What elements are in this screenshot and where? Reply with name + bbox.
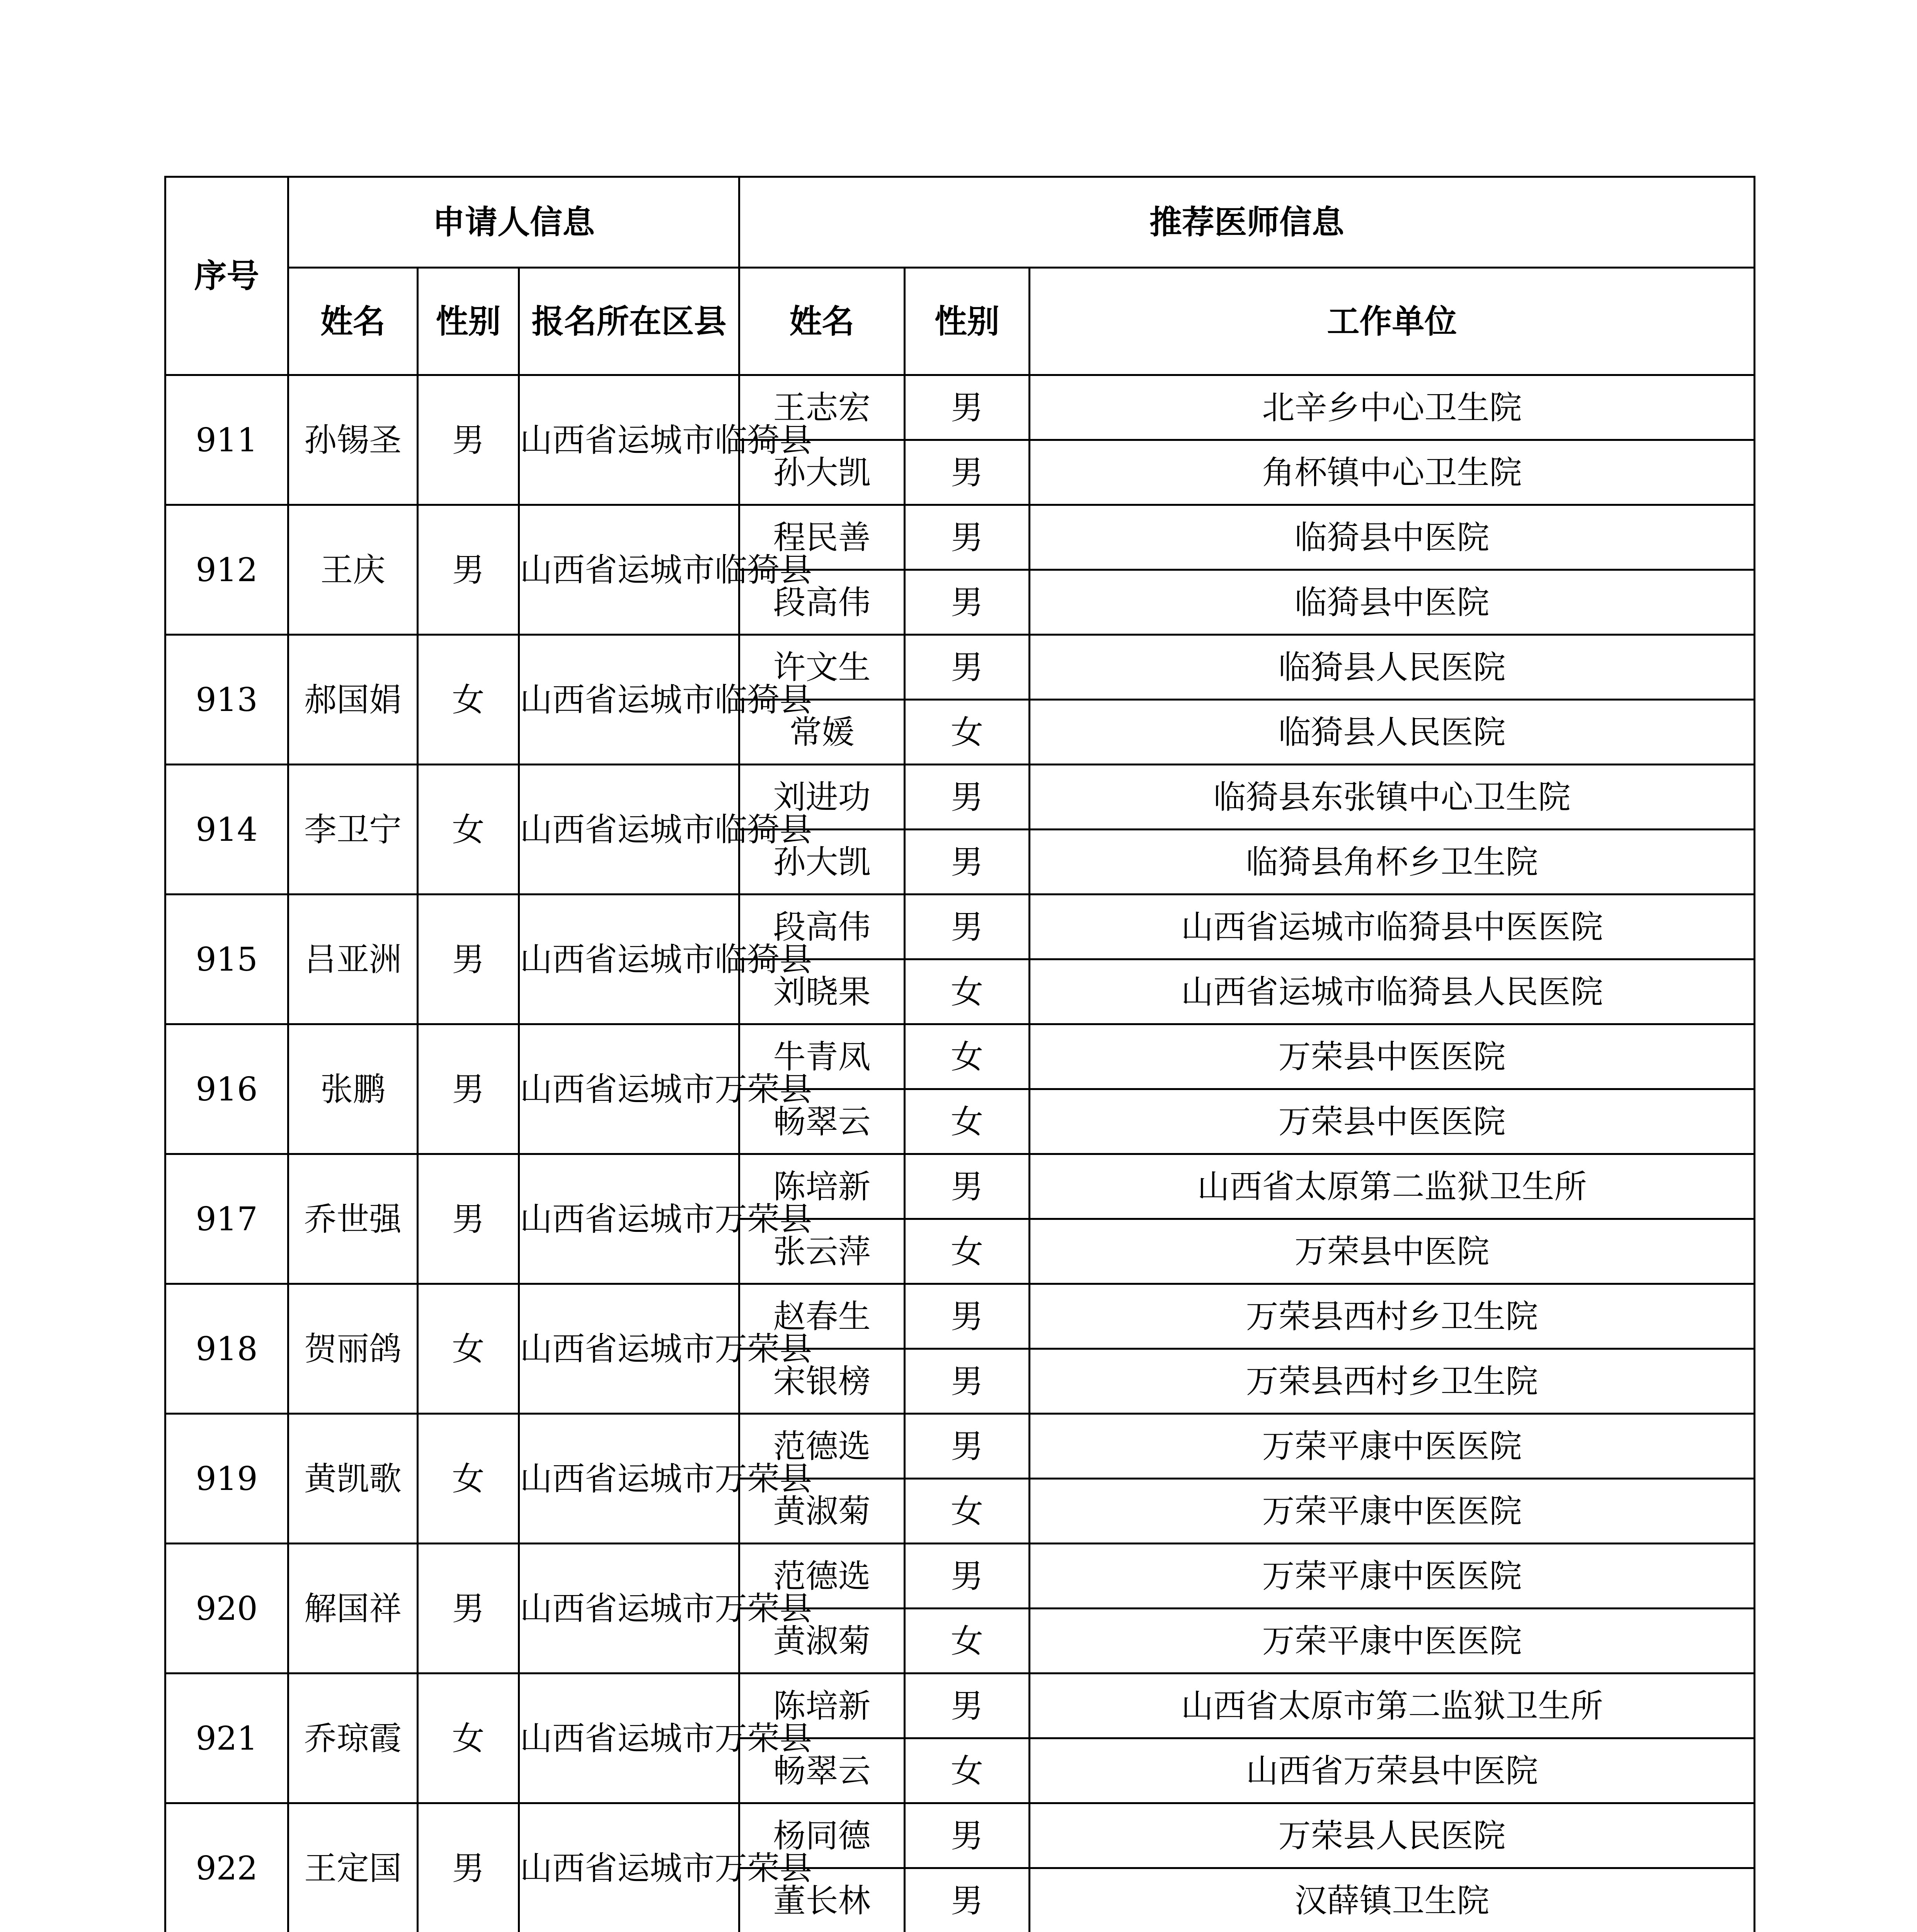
applicant-region: 山西省运城市临猗县 <box>519 765 739 895</box>
table-row <box>165 895 1755 959</box>
doctor-gender: 女 <box>905 1219 1030 1284</box>
applicant-gender: 男 <box>418 1544 519 1673</box>
doctor-name: 段高伟 <box>739 895 905 959</box>
doctor-gender: 男 <box>905 570 1030 635</box>
doctor-name: 孙大凯 <box>739 830 905 895</box>
doctor-name: 黄淑菊 <box>739 1479 905 1544</box>
applicant-region: 山西省运城市万荣县 <box>519 1154 739 1284</box>
doctor-name: 陈培新 <box>739 1673 905 1738</box>
record-seq: 912 <box>165 505 288 635</box>
applicant-gender: 女 <box>418 1673 519 1803</box>
table-row <box>165 1803 1755 1868</box>
doctor-gender: 男 <box>905 1868 1030 1932</box>
applicant-region: 山西省运城市万荣县 <box>519 1414 739 1544</box>
doctor-unit: 角杯镇中心卫生院 <box>1030 440 1755 505</box>
doctor-unit: 山西省万荣县中医院 <box>1030 1738 1755 1803</box>
applicant-gender: 女 <box>418 635 519 765</box>
doctor-name: 刘进功 <box>739 765 905 830</box>
header-doctor-name: 姓名 <box>739 268 905 375</box>
applicant-name: 吕亚洲 <box>288 895 418 1024</box>
doctor-unit: 北辛乡中心卫生院 <box>1030 375 1755 440</box>
applicant-region: 山西省运城市万荣县 <box>519 1024 739 1154</box>
doctor-unit: 临猗县中医院 <box>1030 505 1755 570</box>
record-seq: 916 <box>165 1024 288 1154</box>
header-doctor-group: 推荐医师信息 <box>739 177 1755 268</box>
doctor-name: 畅翠云 <box>739 1738 905 1803</box>
applicant-name: 乔世强 <box>288 1154 418 1284</box>
applicant-gender: 女 <box>418 765 519 895</box>
doctor-name: 陈培新 <box>739 1154 905 1219</box>
doctor-name: 张云萍 <box>739 1219 905 1284</box>
doctor-gender: 男 <box>905 1154 1030 1219</box>
applicant-name: 黄凯歌 <box>288 1414 418 1544</box>
doctor-unit: 山西省太原市第二监狱卫生所 <box>1030 1673 1755 1738</box>
record-seq: 918 <box>165 1284 288 1414</box>
record-seq: 911 <box>165 375 288 505</box>
applicant-gender: 男 <box>418 1024 519 1154</box>
record-seq: 921 <box>165 1673 288 1803</box>
doctor-gender: 男 <box>905 505 1030 570</box>
header-seq: 序号 <box>165 177 288 375</box>
doctor-unit: 临猗县角杯乡卫生院 <box>1030 830 1755 895</box>
table-row <box>165 1544 1755 1609</box>
applicant-name: 李卫宁 <box>288 765 418 895</box>
record-seq: 914 <box>165 765 288 895</box>
table-row <box>165 1414 1755 1479</box>
record-seq: 920 <box>165 1544 288 1673</box>
record-seq: 913 <box>165 635 288 765</box>
doctor-unit: 万荣县西村乡卫生院 <box>1030 1284 1755 1349</box>
doctor-unit: 万荣县西村乡卫生院 <box>1030 1349 1755 1414</box>
applicant-region: 山西省运城市万荣县 <box>519 1803 739 1932</box>
doctor-gender: 男 <box>905 1349 1030 1414</box>
doctor-name: 赵春生 <box>739 1284 905 1349</box>
table-row <box>165 375 1755 440</box>
applicant-gender: 男 <box>418 505 519 635</box>
doctor-gender: 女 <box>905 1024 1030 1089</box>
doctor-name: 孙大凯 <box>739 440 905 505</box>
table-row <box>165 1673 1755 1738</box>
doctor-name: 范德选 <box>739 1544 905 1609</box>
doctor-gender: 男 <box>905 1544 1030 1609</box>
doctor-gender: 女 <box>905 959 1030 1024</box>
doctor-name: 宋银榜 <box>739 1349 905 1414</box>
table-row <box>165 765 1755 830</box>
doctor-gender: 男 <box>905 765 1030 830</box>
applicant-region: 山西省运城市临猗县 <box>519 505 739 635</box>
doctor-unit: 万荣县中医医院 <box>1030 1024 1755 1089</box>
table-row <box>165 1024 1755 1089</box>
applicant-region: 山西省运城市临猗县 <box>519 895 739 1024</box>
doctor-unit: 万荣平康中医医院 <box>1030 1414 1755 1479</box>
applicant-name: 郝国娟 <box>288 635 418 765</box>
doctor-unit: 山西省运城市临猗县中医医院 <box>1030 895 1755 959</box>
record-seq: 917 <box>165 1154 288 1284</box>
doctor-gender: 男 <box>905 1284 1030 1349</box>
doctor-name: 段高伟 <box>739 570 905 635</box>
applicant-region: 山西省运城市万荣县 <box>519 1284 739 1414</box>
header-doctor-unit: 工作单位 <box>1030 268 1755 375</box>
doctor-unit: 临猗县人民医院 <box>1030 700 1755 765</box>
record-seq: 915 <box>165 895 288 1024</box>
doctor-name: 许文生 <box>739 635 905 700</box>
doctor-name: 程民善 <box>739 505 905 570</box>
table-row <box>165 505 1755 570</box>
applicant-name: 王定国 <box>288 1803 418 1932</box>
doctor-name: 常媛 <box>739 700 905 765</box>
recommendation-table <box>164 176 1755 1932</box>
applicant-gender: 男 <box>418 1154 519 1284</box>
header-applicant-region: 报名所在区县 <box>519 268 739 375</box>
doctor-unit: 万荣平康中医医院 <box>1030 1609 1755 1673</box>
doctor-gender: 男 <box>905 895 1030 959</box>
doctor-name: 黄淑菊 <box>739 1609 905 1673</box>
doctor-unit: 万荣县中医院 <box>1030 1219 1755 1284</box>
doctor-unit: 万荣县中医医院 <box>1030 1089 1755 1154</box>
table-row <box>165 635 1755 700</box>
header-doctor-gender: 性别 <box>905 268 1030 375</box>
applicant-gender: 男 <box>418 375 519 505</box>
table-body <box>165 375 1755 1932</box>
header-applicant-name: 姓名 <box>288 268 418 375</box>
applicant-region: 山西省运城市临猗县 <box>519 635 739 765</box>
doctor-gender: 女 <box>905 1089 1030 1154</box>
doctor-gender: 男 <box>905 830 1030 895</box>
applicant-region: 山西省运城市万荣县 <box>519 1673 739 1803</box>
doctor-gender: 男 <box>905 635 1030 700</box>
doctor-gender: 男 <box>905 375 1030 440</box>
doctor-unit: 汉薛镇卫生院 <box>1030 1868 1755 1932</box>
record-seq: 922 <box>165 1803 288 1932</box>
applicant-gender: 男 <box>418 1803 519 1932</box>
doctor-gender: 男 <box>905 1803 1030 1868</box>
record-seq: 919 <box>165 1414 288 1544</box>
doctor-gender: 男 <box>905 1414 1030 1479</box>
doctor-unit: 临猗县人民医院 <box>1030 635 1755 700</box>
header-applicant-group: 申请人信息 <box>288 177 739 268</box>
doctor-unit: 山西省太原第二监狱卫生所 <box>1030 1154 1755 1219</box>
doctor-gender: 女 <box>905 1738 1030 1803</box>
doctor-name: 牛青凤 <box>739 1024 905 1089</box>
doctor-unit: 万荣平康中医医院 <box>1030 1479 1755 1544</box>
doctor-unit: 万荣平康中医医院 <box>1030 1544 1755 1609</box>
doctor-gender: 女 <box>905 700 1030 765</box>
applicant-name: 孙锡圣 <box>288 375 418 505</box>
doctor-unit: 山西省运城市临猗县人民医院 <box>1030 959 1755 1024</box>
applicant-gender: 女 <box>418 1284 519 1414</box>
doctor-unit: 万荣县人民医院 <box>1030 1803 1755 1868</box>
doctor-gender: 男 <box>905 1673 1030 1738</box>
doctor-name: 杨同德 <box>739 1803 905 1868</box>
applicant-name: 王庆 <box>288 505 418 635</box>
table-row <box>165 1154 1755 1219</box>
doctor-unit: 临猗县东张镇中心卫生院 <box>1030 765 1755 830</box>
doctor-unit: 临猗县中医院 <box>1030 570 1755 635</box>
doctor-gender: 女 <box>905 1609 1030 1673</box>
applicant-region: 山西省运城市万荣县 <box>519 1544 739 1673</box>
doctor-gender: 男 <box>905 440 1030 505</box>
applicant-gender: 男 <box>418 895 519 1024</box>
doctor-gender: 女 <box>905 1479 1030 1544</box>
applicant-name: 乔琼霞 <box>288 1673 418 1803</box>
doctor-name: 范德选 <box>739 1414 905 1479</box>
header-applicant-gender: 性别 <box>418 268 519 375</box>
doctor-name: 王志宏 <box>739 375 905 440</box>
doctor-name: 董长林 <box>739 1868 905 1932</box>
applicant-gender: 女 <box>418 1414 519 1544</box>
doctor-name: 刘晓果 <box>739 959 905 1024</box>
applicant-name: 贺丽鸽 <box>288 1284 418 1414</box>
applicant-name: 解国祥 <box>288 1544 418 1673</box>
table-row <box>165 1284 1755 1349</box>
applicant-name: 张鹏 <box>288 1024 418 1154</box>
doctor-name: 畅翠云 <box>739 1089 905 1154</box>
applicant-region: 山西省运城市临猗县 <box>519 375 739 505</box>
